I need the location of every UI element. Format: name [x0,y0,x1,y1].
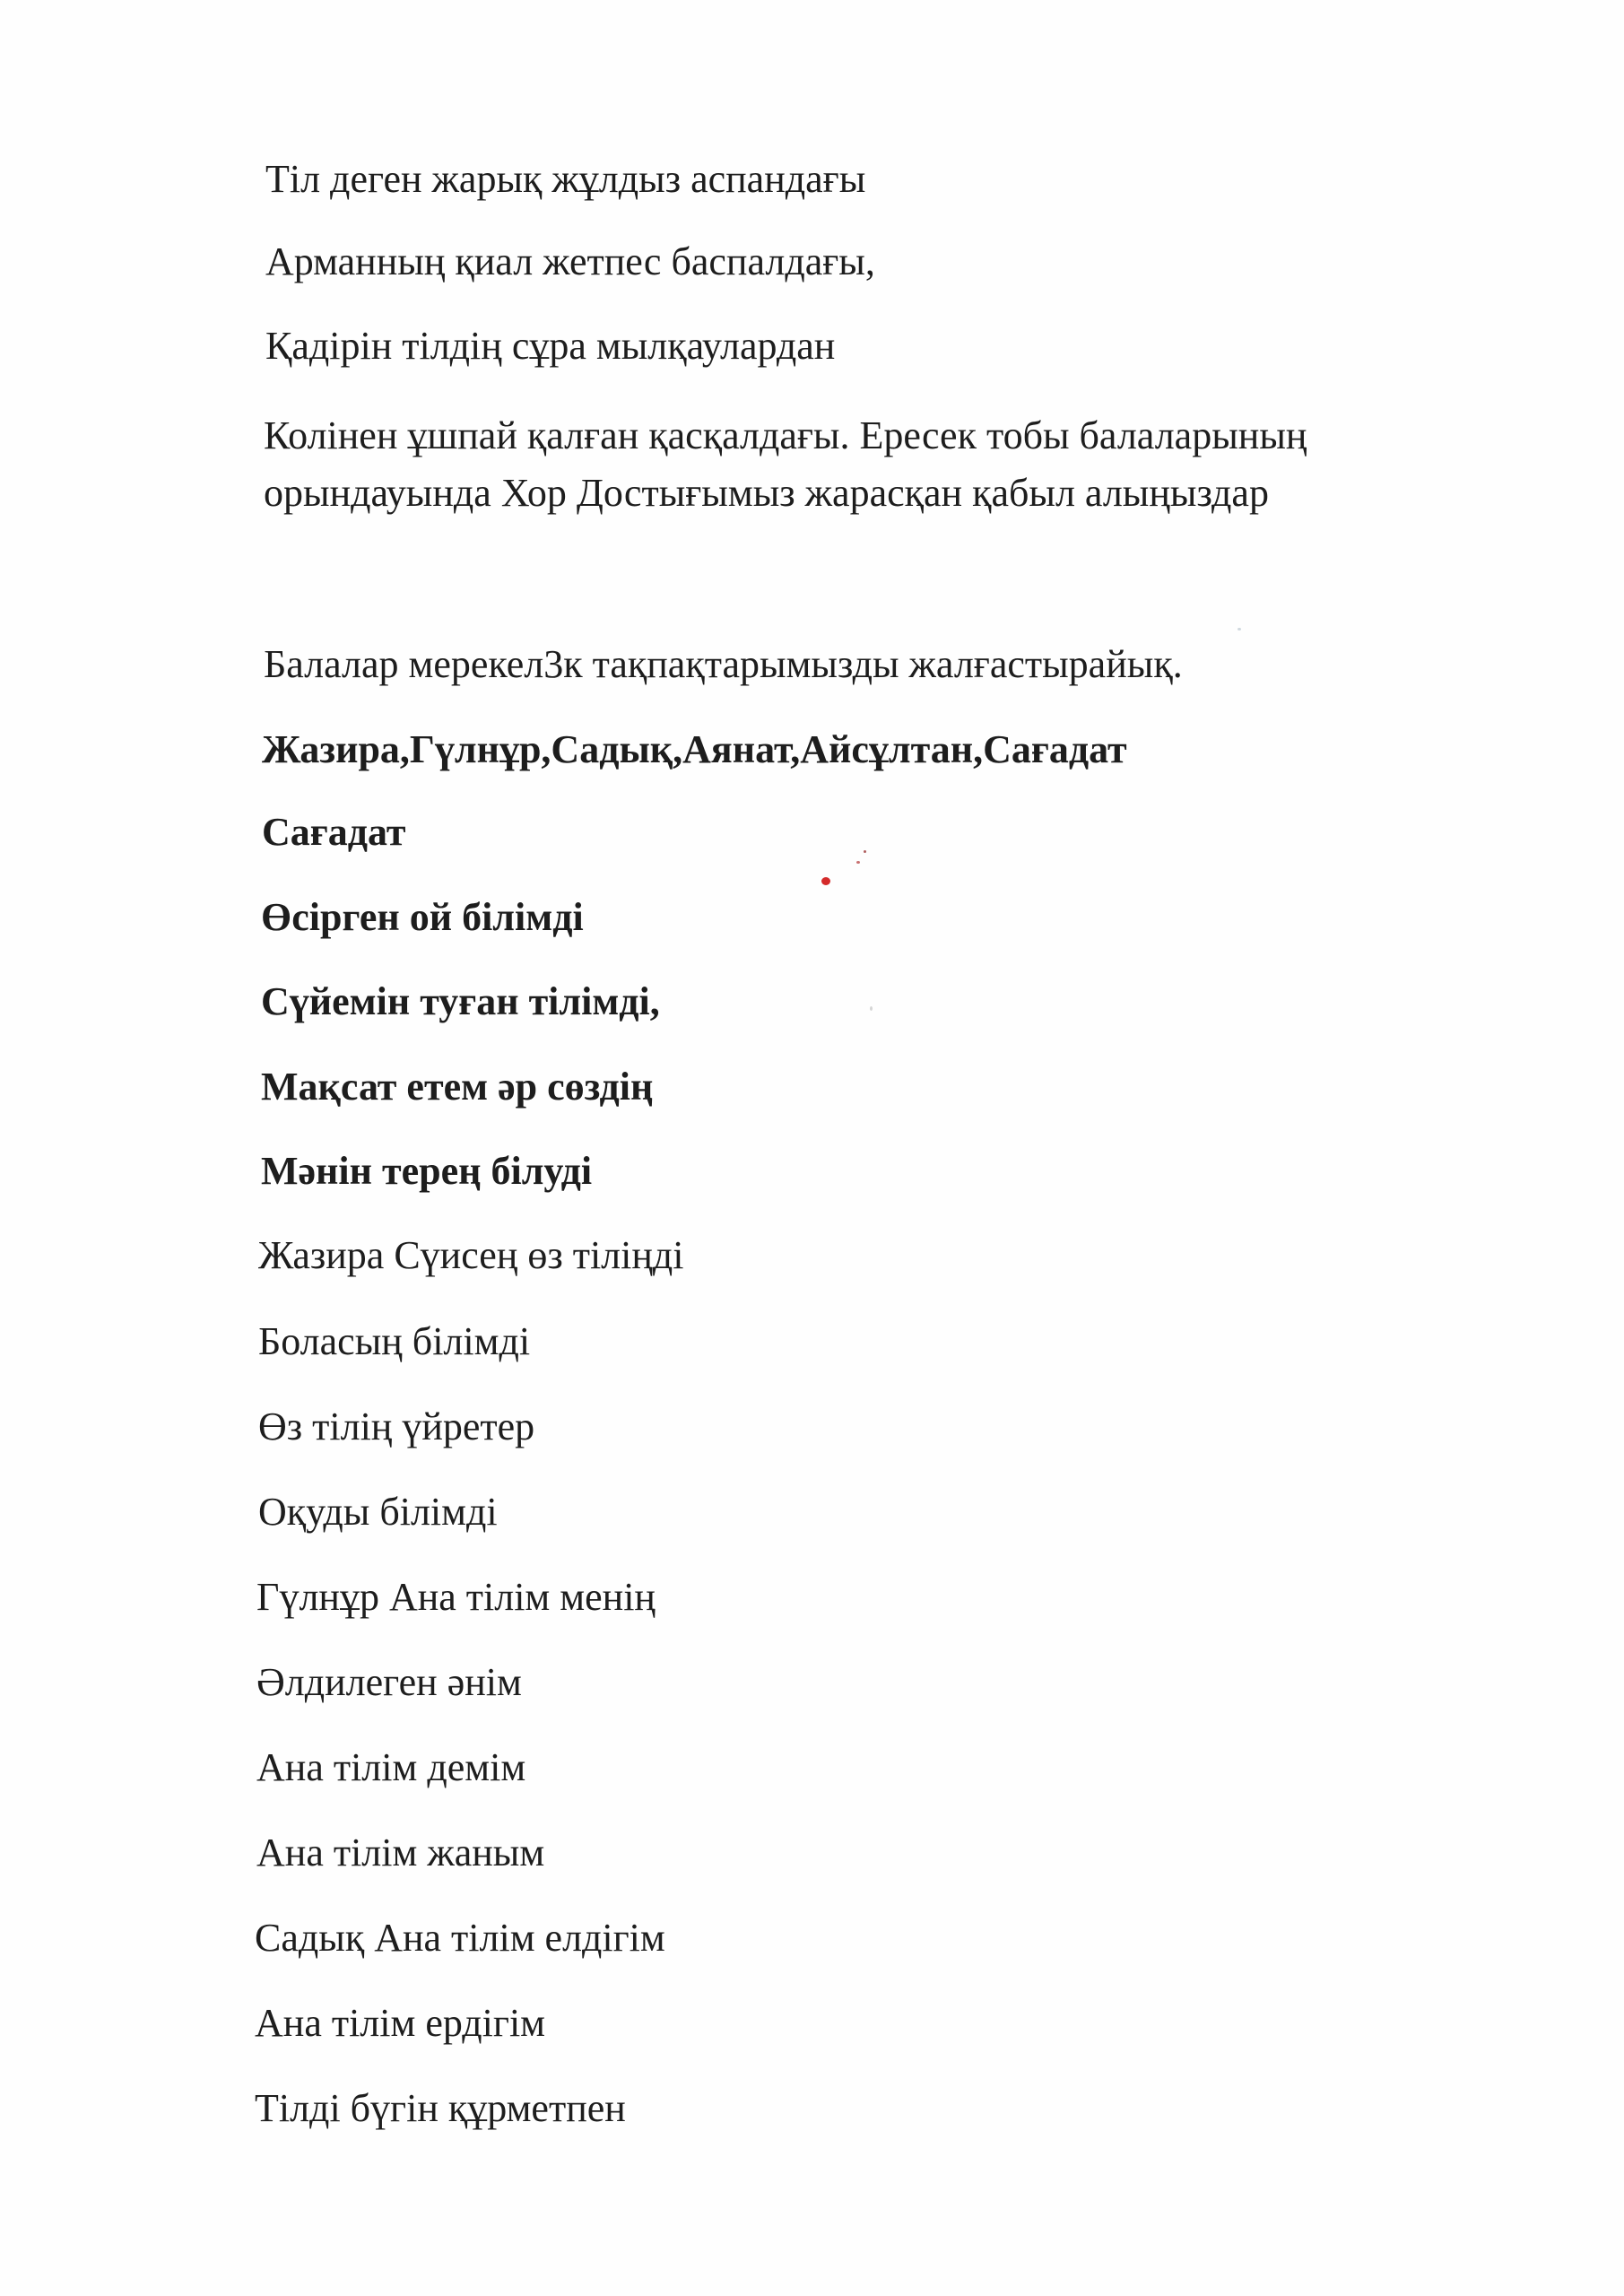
poem-line: Өз тілің үйретер [258,1405,535,1448]
announcement-paragraph: Колінен ұшпай қалған қасқалдағы. Ересек тобы балаларының орындауында Хор Достығымыз жарасқан қабыл алыңыздар [264,413,1307,515]
poem-line: Қадірін тілдің сұра мылқаулардан [265,324,836,368]
poem-line: Садық Ана тілім елдігім [255,1916,665,1960]
paper-speck [870,1006,873,1011]
poem-line-bold: Сүйемін туған тілімді, [261,979,660,1023]
poem-line: Ана тілім демім [256,1745,526,1789]
performers-list: Жазира,Гүлнұр,Садық,Аянат,Айсұлтан,Сағадат [262,727,1127,771]
poem-line: Ана тілім ердігім [255,2001,546,2045]
ink-speck [864,850,866,853]
poem-line-bold: Өсірген ой білімді [261,895,584,939]
poem-line: Гүлнұр Ана тілім менің [256,1575,656,1619]
poem-line: Жазира Сүисең өз тіліңді [258,1233,684,1277]
poem-line: Боласың білімді [258,1319,531,1363]
intro-line: Балалар мерекел3к тақпақтарымызды жалғастырайық. [264,642,1183,686]
poem-line: Ана тілім жаным [256,1831,545,1874]
poem-line-bold: Мәнін терең білуді [261,1149,593,1193]
poem-line: Тілді бүгін құрметпен [255,2086,626,2130]
speaker-name: Сағадат [262,810,406,854]
ink-speck [821,877,830,885]
poem-line-bold: Мақсат етем әр сөздің [261,1065,654,1109]
poem-line: Тіл деген жарық жұлдыз аспандағы [265,157,866,201]
ink-speck [856,861,860,864]
poem-line: Арманның қиал жетпес баспалдағы, [265,239,875,283]
poem-line: Оқуды білімді [258,1490,498,1534]
poem-line: Әлдилеген әнім [256,1660,522,1704]
paper-speck [1238,628,1241,631]
